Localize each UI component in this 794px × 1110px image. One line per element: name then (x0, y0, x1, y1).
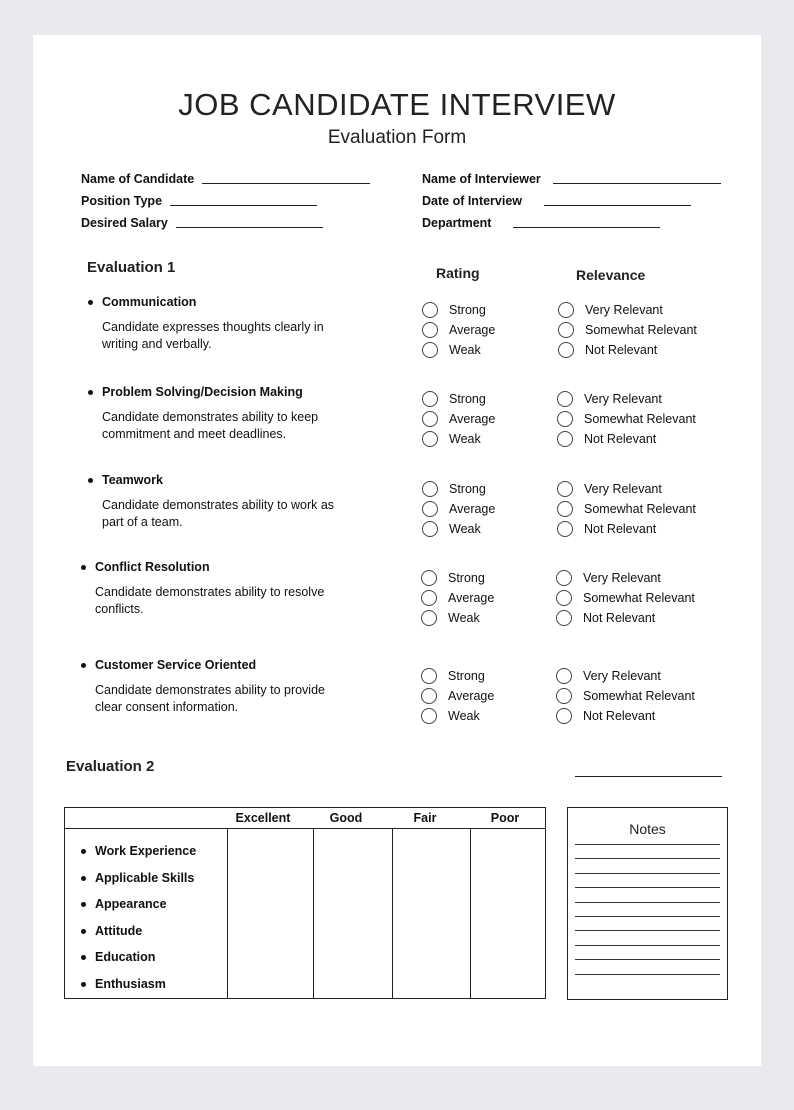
column-header-excellent: Excellent (235, 811, 291, 825)
notes-box[interactable] (567, 807, 728, 1000)
table-header-divider (65, 828, 545, 829)
rating-option-weak[interactable] (421, 608, 494, 628)
radio-icon[interactable] (557, 481, 573, 497)
item-title-customer-service: Customer Service Oriented (95, 658, 257, 672)
table-row-label: Enthusiasm (95, 977, 166, 991)
notes-line[interactable] (575, 887, 720, 888)
notes-line[interactable] (575, 974, 720, 975)
radio-icon[interactable] (421, 570, 437, 586)
option-label: Not Relevant (583, 611, 656, 625)
option-label: Strong (449, 482, 486, 496)
radio-icon[interactable] (557, 521, 573, 537)
option-label: Average (449, 412, 496, 426)
radio-icon[interactable] (556, 570, 572, 586)
relevance-option-somewhat[interactable] (557, 409, 696, 429)
form-subtitle: Evaluation Form (327, 127, 467, 148)
table-column-divider (470, 828, 471, 998)
option-label: Weak (449, 432, 481, 446)
relevance-option-somewhat[interactable] (558, 320, 697, 340)
relevance-option-not[interactable] (556, 706, 695, 726)
table-row-label: Appearance (95, 897, 167, 911)
notes-line[interactable] (575, 916, 720, 917)
radio-icon[interactable] (556, 610, 572, 626)
radio-icon[interactable] (557, 391, 573, 407)
desired-salary-label: Desired Salary (81, 216, 168, 230)
interview-date-label: Date of Interview (422, 194, 523, 208)
option-label: Strong (448, 669, 485, 683)
rating-group-problem-solving (422, 389, 495, 449)
column-header-fair: Fair (413, 811, 437, 825)
evaluation1-heading: Evaluation 1 (87, 259, 176, 276)
option-label: Strong (449, 392, 486, 406)
radio-icon[interactable] (422, 322, 438, 338)
table-column-divider (392, 828, 393, 998)
desired-salary-line[interactable] (176, 226, 323, 228)
rating-heading: Rating (436, 265, 480, 281)
radio-icon[interactable] (422, 411, 438, 427)
radio-icon[interactable] (556, 708, 572, 724)
form-page (33, 35, 761, 1066)
radio-icon[interactable] (421, 708, 437, 724)
relevance-option-very[interactable] (558, 300, 697, 320)
rating-group-conflict-resolution (421, 568, 494, 628)
option-label: Somewhat Relevant (585, 323, 697, 337)
interview-date-line[interactable] (544, 204, 691, 206)
relevance-group-problem-solving (557, 389, 696, 449)
rating-option-average[interactable] (421, 588, 494, 608)
column-header-good: Good (329, 811, 363, 825)
radio-icon[interactable] (421, 610, 437, 626)
rating-option-strong[interactable] (422, 479, 495, 499)
rating-group-customer-service (421, 666, 494, 726)
table-row-label: Applicable Skills (95, 871, 195, 885)
option-label: Strong (448, 571, 485, 585)
option-label: Very Relevant (583, 669, 661, 683)
rating-option-average[interactable] (421, 686, 494, 706)
item-title-conflict-resolution: Conflict Resolution (95, 560, 210, 574)
relevance-option-not[interactable] (556, 608, 695, 628)
item-desc-problem-solving: Candidate demonstrates ability to keep commitment and meet deadlines. (102, 410, 319, 441)
rating-option-average[interactable] (422, 409, 495, 429)
position-type-line[interactable] (170, 204, 317, 206)
relevance-option-not[interactable] (557, 429, 696, 449)
evaluation2-table (64, 807, 546, 999)
radio-icon[interactable] (422, 481, 438, 497)
relevance-option-not[interactable] (557, 519, 696, 539)
department-line[interactable] (513, 226, 660, 228)
item-title-communication: Communication (102, 295, 197, 309)
relevance-group-conflict-resolution (556, 568, 695, 628)
rating-option-weak[interactable] (422, 429, 495, 449)
rating-option-weak[interactable] (422, 340, 495, 360)
candidate-name-line[interactable] (202, 182, 370, 184)
item-desc-customer-service: Candidate demonstrates ability to provide clear consent information. (95, 683, 325, 714)
option-label: Very Relevant (584, 392, 662, 406)
relevance-heading: Relevance (576, 267, 646, 283)
rating-option-strong[interactable] (421, 666, 494, 686)
option-label: Not Relevant (583, 709, 656, 723)
relevance-option-very[interactable] (556, 666, 695, 686)
rating-option-weak[interactable] (421, 706, 494, 726)
option-label: Average (449, 502, 496, 516)
evaluation2-blank-line[interactable] (575, 775, 722, 777)
relevance-option-somewhat[interactable] (556, 686, 695, 706)
relevance-option-somewhat[interactable] (557, 499, 696, 519)
interviewer-name-line[interactable] (553, 182, 721, 184)
position-type-label: Position Type (81, 194, 163, 208)
radio-icon[interactable] (556, 668, 572, 684)
option-label: Weak (448, 709, 480, 723)
option-label: Not Relevant (584, 522, 657, 536)
relevance-option-very[interactable] (557, 479, 696, 499)
radio-icon[interactable] (556, 590, 572, 606)
radio-icon[interactable] (557, 501, 573, 517)
interview-date-field[interactable] (422, 194, 691, 208)
form-title: JOB CANDIDATE INTERVIEW (178, 87, 616, 122)
evaluation2-heading: Evaluation 2 (66, 758, 155, 775)
rating-group-communication (422, 300, 495, 360)
column-header-poor: Poor (490, 811, 520, 825)
option-label: Average (448, 689, 495, 703)
candidate-name-label: Name of Candidate (81, 172, 195, 186)
option-label: Weak (448, 611, 480, 625)
relevance-option-very[interactable] (556, 568, 695, 588)
option-label: Weak (449, 343, 481, 357)
desired-salary-field[interactable] (81, 216, 323, 230)
table-row-label: Attitude (95, 924, 143, 938)
radio-icon[interactable] (422, 501, 438, 517)
relevance-group-customer-service (556, 666, 695, 726)
item-desc-conflict-resolution: Candidate demonstrates ability to resolve conflicts. (95, 585, 325, 616)
relevance-option-very[interactable] (557, 389, 696, 409)
table-row-label: Education (95, 950, 156, 964)
interviewer-name-label: Name of Interviewer (422, 172, 541, 186)
radio-icon[interactable] (558, 342, 574, 358)
radio-icon[interactable] (422, 521, 438, 537)
rating-group-teamwork (422, 479, 495, 539)
relevance-group-communication (558, 300, 697, 360)
radio-icon[interactable] (421, 668, 437, 684)
notes-line[interactable] (575, 902, 720, 903)
notes-line[interactable] (575, 959, 720, 960)
item-desc-communication: Candidate expresses thoughts clearly in writing and verbally. (102, 320, 324, 351)
option-label: Not Relevant (585, 343, 658, 357)
radio-icon[interactable] (556, 688, 572, 704)
option-label: Average (448, 591, 495, 605)
notes-line[interactable] (575, 945, 720, 946)
option-label: Very Relevant (583, 571, 661, 585)
option-label: Not Relevant (584, 432, 657, 446)
radio-icon[interactable] (422, 391, 438, 407)
radio-icon[interactable] (422, 342, 438, 358)
radio-icon[interactable] (421, 688, 437, 704)
department-field[interactable] (422, 216, 660, 230)
relevance-option-somewhat[interactable] (556, 588, 695, 608)
item-title-problem-solving: Problem Solving/Decision Making (102, 385, 303, 399)
rating-option-average[interactable] (422, 320, 495, 340)
rating-option-strong[interactable] (422, 300, 495, 320)
notes-title: Notes (629, 821, 666, 837)
radio-icon[interactable] (558, 322, 574, 338)
option-label: Somewhat Relevant (584, 412, 696, 426)
rating-option-weak[interactable] (422, 519, 495, 539)
radio-icon[interactable] (422, 302, 438, 318)
table-column-divider (313, 828, 314, 998)
option-label: Weak (449, 522, 481, 536)
radio-icon[interactable] (422, 431, 438, 447)
rating-option-strong[interactable] (421, 568, 494, 588)
table-row-label: Work Experience (95, 844, 197, 858)
option-label: Somewhat Relevant (584, 502, 696, 516)
option-label: Very Relevant (584, 482, 662, 496)
relevance-option-not[interactable] (558, 340, 697, 360)
rating-option-strong[interactable] (422, 389, 495, 409)
item-title-teamwork: Teamwork (102, 473, 163, 487)
radio-icon[interactable] (421, 590, 437, 606)
option-label: Very Relevant (585, 303, 663, 317)
position-type-field[interactable] (81, 194, 317, 208)
item-desc-teamwork: Candidate demonstrates ability to work as part of a team. (102, 498, 335, 529)
notes-line[interactable] (575, 858, 720, 859)
option-label: Strong (449, 303, 486, 317)
option-label: Average (449, 323, 496, 337)
notes-line[interactable] (575, 873, 720, 874)
option-label: Somewhat Relevant (583, 689, 695, 703)
radio-icon[interactable] (557, 431, 573, 447)
radio-icon[interactable] (558, 302, 574, 318)
table-column-divider (227, 828, 228, 998)
notes-line[interactable] (575, 930, 720, 931)
candidate-name-field[interactable] (81, 172, 370, 186)
notes-line[interactable] (575, 844, 720, 845)
radio-icon[interactable] (557, 411, 573, 427)
department-label: Department (422, 216, 492, 230)
option-label: Somewhat Relevant (583, 591, 695, 605)
rating-option-average[interactable] (422, 499, 495, 519)
interviewer-name-field[interactable] (422, 172, 721, 186)
relevance-group-teamwork (557, 479, 696, 539)
